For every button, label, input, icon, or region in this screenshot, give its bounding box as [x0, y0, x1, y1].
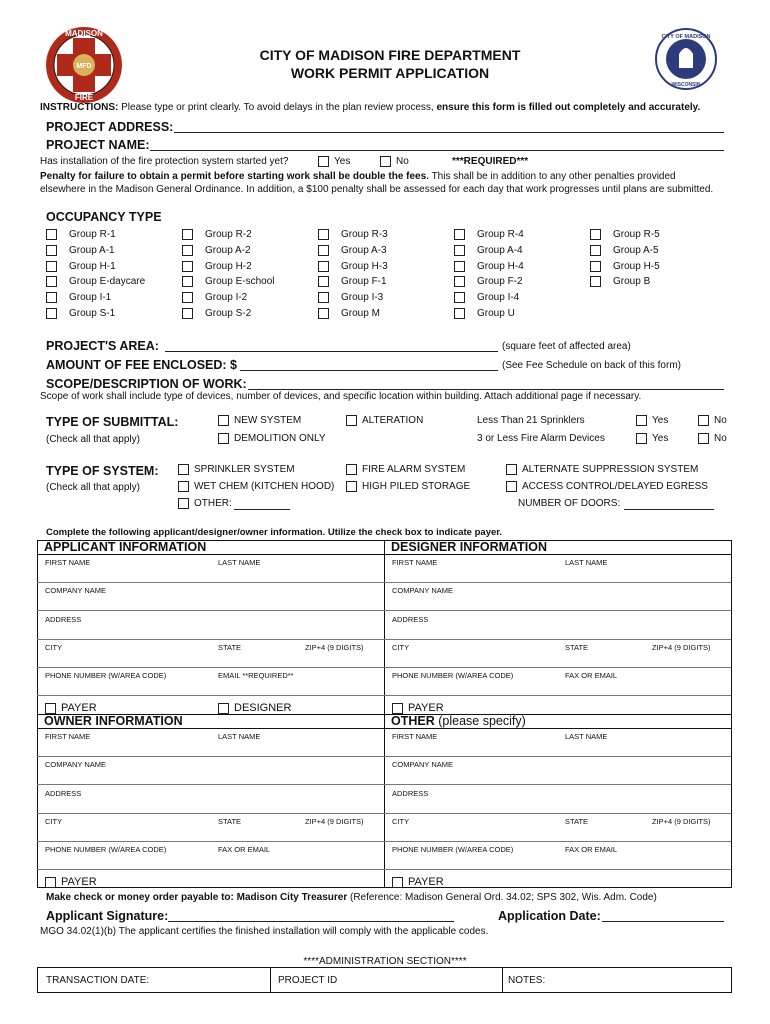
- owner-last-field[interactable]: LAST NAME: [218, 732, 261, 741]
- project-address-label: PROJECT ADDRESS:: [46, 120, 174, 134]
- occupancy-label: Group A-2: [205, 244, 251, 256]
- sprinklers-yes-option[interactable]: Yes: [636, 415, 668, 426]
- occupancy-checkbox[interactable]: [182, 292, 193, 303]
- occupancy-label: Group E-daycare: [69, 276, 146, 288]
- occupancy-label: Group E-school: [205, 276, 275, 288]
- applicant-payer-checkbox[interactable]: [45, 703, 56, 714]
- occupancy-option[interactable]: [318, 276, 387, 287]
- designer-payer-checkbox[interactable]: [392, 703, 403, 714]
- project-area-label: PROJECT'S AREA:: [46, 339, 159, 353]
- occupancy-option[interactable]: [590, 276, 650, 287]
- owner-title: OWNER INFORMATION: [44, 714, 183, 728]
- signature-label: Applicant Signature:: [46, 909, 169, 923]
- occupancy-checkbox[interactable]: [318, 229, 329, 240]
- number-of-doors-label: NUMBER OF DOORS:: [518, 498, 621, 509]
- occupancy-label: Group M: [341, 308, 380, 320]
- occupancy-label: Group I-1: [69, 292, 112, 304]
- fee-enclosed-input[interactable]: [240, 370, 498, 371]
- occupancy-checkbox[interactable]: [182, 245, 193, 256]
- other-company-field[interactable]: COMPANY NAME: [392, 760, 453, 770]
- occupancy-label: Group I-3: [341, 292, 384, 304]
- demolition-checkbox[interactable]: [218, 433, 229, 444]
- designer-row-rule: [384, 610, 731, 611]
- occupancy-option[interactable]: [182, 245, 251, 256]
- owner-company-field[interactable]: COMPANY NAME: [45, 760, 106, 770]
- instructions: INSTRUCTIONS: Please type or print clearly. To avoid delays in the plan review process, ensure this form is filled out completely and accurately.: [40, 102, 701, 113]
- scope-note: Scope of work shall include type of devices, number of devices, and specific location within building. Attach additional page if necessary.: [40, 391, 642, 402]
- other-row-rule: [384, 784, 731, 785]
- owner-contact-field[interactable]: FAX OR EMAIL: [218, 845, 271, 855]
- required-note: ***REQUIRED***: [452, 156, 529, 167]
- occupancy-checkbox[interactable]: [46, 308, 57, 319]
- other-phone-field[interactable]: PHONE NUMBER (W/AREA CODE): [392, 845, 514, 855]
- designer-address-field[interactable]: ADDRESS: [392, 614, 429, 624]
- access-control-checkbox[interactable]: [506, 481, 517, 492]
- designer-title: DESIGNER INFORMATION: [391, 540, 548, 554]
- occupancy-option[interactable]: [182, 229, 252, 240]
- occupancy-checkbox[interactable]: [46, 245, 57, 256]
- other-title: OTHER (please specify): [391, 714, 526, 728]
- occupancy-label: Group R-1: [69, 229, 116, 241]
- occupancy-checkbox[interactable]: [318, 292, 329, 303]
- started-yes-option[interactable]: Yes: [318, 156, 350, 167]
- owner-row-rule: [37, 841, 384, 842]
- system-title: TYPE OF SYSTEM:: [46, 464, 159, 478]
- applicant-phone-field[interactable]: PHONE NUMBER (W/AREA CODE): [45, 671, 167, 681]
- occupancy-option[interactable]: [182, 276, 274, 287]
- occupancy-checkbox[interactable]: [454, 229, 465, 240]
- other-state-field[interactable]: STATE: [565, 816, 589, 826]
- occupancy-option[interactable]: [46, 292, 111, 303]
- applicant-title: APPLICANT INFORMATION: [44, 540, 207, 554]
- occupancy-option[interactable]: [318, 229, 388, 240]
- applicant-designer-option[interactable]: DESIGNER: [218, 702, 291, 714]
- occupancy-label: Group H-1: [69, 260, 116, 272]
- occupancy-label: Group I-2: [205, 292, 248, 304]
- designer-city-field[interactable]: CITY: [392, 642, 410, 652]
- fee-note: (See Fee Schedule on back of this form): [502, 360, 681, 371]
- submittal-title: TYPE OF SUBMITTAL:: [46, 415, 179, 429]
- occupancy-type-title: OCCUPANCY TYPE: [46, 210, 162, 224]
- occupancy-option[interactable]: [318, 308, 380, 319]
- alarm-no-option[interactable]: No: [698, 433, 727, 444]
- application-date-label: Application Date:: [498, 909, 601, 923]
- city-seal: [655, 28, 717, 90]
- other-row-rule: [384, 869, 731, 870]
- admin-divider-2: [502, 967, 503, 993]
- sprinklers-no-option[interactable]: No: [698, 415, 727, 426]
- occupancy-label: Group R-3: [341, 229, 388, 241]
- occupancy-option[interactable]: [46, 308, 115, 319]
- occupancy-checkbox[interactable]: [454, 261, 465, 272]
- occupancy-checkbox[interactable]: [590, 261, 601, 272]
- occupancy-option[interactable]: [590, 245, 659, 256]
- started-yes-checkbox[interactable]: [318, 156, 329, 167]
- occupancy-option[interactable]: [182, 261, 252, 272]
- wet-chem-checkbox[interactable]: [178, 481, 189, 492]
- fee-enclosed-label: AMOUNT OF FEE ENCLOSED: $: [46, 358, 237, 372]
- occupancy-checkbox[interactable]: [182, 276, 193, 287]
- designer-title-rule: [384, 554, 731, 555]
- applicant-row-rule: [37, 610, 384, 611]
- submittal-check-note: (Check all that apply): [46, 434, 140, 445]
- occupancy-checkbox[interactable]: [46, 261, 57, 272]
- transaction-date-field[interactable]: TRANSACTION DATE:: [46, 975, 150, 986]
- occupancy-label: Group A-4: [477, 244, 523, 256]
- occupancy-checkbox[interactable]: [454, 292, 465, 303]
- demolition-option[interactable]: DEMOLITION ONLY: [218, 433, 326, 444]
- owner-city-field[interactable]: CITY: [45, 816, 63, 826]
- owner-state-field[interactable]: STATE: [218, 816, 242, 826]
- occupancy-label: Group S-1: [69, 308, 116, 320]
- designer-phone-field[interactable]: PHONE NUMBER (W/AREA CODE): [392, 671, 514, 681]
- designer-row-rule: [384, 667, 731, 668]
- other-row-rule: [384, 813, 731, 814]
- occupancy-option[interactable]: [454, 229, 524, 240]
- scope-input[interactable]: [248, 389, 724, 390]
- designer-state-field[interactable]: STATE: [565, 642, 589, 652]
- applicant-title-rule: [37, 554, 384, 555]
- occupancy-label: Group S-2: [205, 308, 252, 320]
- occupancy-checkbox[interactable]: [46, 292, 57, 303]
- owner-title-rule: [37, 728, 384, 729]
- applicant-first-field[interactable]: FIRST NAME: [45, 558, 91, 567]
- occupancy-label: Group F-1: [341, 276, 387, 288]
- owner-payer-checkbox[interactable]: [45, 877, 56, 888]
- occupancy-label: Group R-5: [613, 229, 660, 241]
- occupancy-label: Group U: [477, 308, 515, 320]
- other-system-input[interactable]: [234, 509, 290, 510]
- alarm-yes-option[interactable]: Yes: [636, 433, 668, 444]
- applicant-designer-checkbox[interactable]: [218, 703, 229, 714]
- other-last-field[interactable]: LAST NAME: [565, 732, 608, 741]
- occupancy-checkbox[interactable]: [182, 308, 193, 319]
- signature-input[interactable]: [168, 921, 454, 922]
- other-city-field[interactable]: CITY: [392, 816, 410, 826]
- access-control-option[interactable]: ACCESS CONTROL/DELAYED EGRESS: [506, 481, 708, 492]
- occupancy-option[interactable]: [454, 276, 523, 287]
- applicant-row-rule: [37, 639, 384, 640]
- occupancy-label: Group H-5: [613, 260, 660, 272]
- occupancy-option[interactable]: [46, 229, 116, 240]
- designer-row-rule: [384, 639, 731, 640]
- penalty-notice: Penalty for failure to obtain a permit before starting work shall be double the fees. This shall be in addition to any other penalties provided elsewhere in the Madison General Ordinance. In addition, a $100 penalty shall be assessed for each day that work progresses until plans are submitted.: [40, 171, 714, 195]
- owner-row-rule: [37, 869, 384, 870]
- occupancy-option[interactable]: [454, 292, 519, 303]
- designer-contact-field[interactable]: FAX OR EMAIL: [565, 671, 618, 681]
- occupancy-label: Group B: [613, 276, 651, 288]
- occupancy-option[interactable]: [182, 308, 251, 319]
- other-title-rule: [384, 728, 731, 729]
- new-system-checkbox[interactable]: [218, 415, 229, 426]
- occupancy-option[interactable]: [454, 245, 523, 256]
- page-title: [200, 46, 580, 82]
- occupancy-checkbox[interactable]: [318, 261, 329, 272]
- svg-text:MADISON: MADISON: [65, 29, 103, 38]
- title-line-2: WORK PERMIT APPLICATION: [290, 65, 490, 81]
- occupancy-label: Group A-1: [69, 244, 115, 256]
- occupancy-option[interactable]: [318, 292, 383, 303]
- alarm-no-checkbox[interactable]: [698, 433, 709, 444]
- sprinkler-system-checkbox[interactable]: [178, 464, 189, 475]
- other-system-option[interactable]: OTHER:: [178, 498, 232, 509]
- mgo-certification: MGO 34.02(1)(b) The applicant certifies the finished installation will comply with the applicable codes.: [40, 926, 489, 937]
- other-row-rule: [384, 756, 731, 757]
- notes-field[interactable]: NOTES:: [508, 975, 546, 986]
- number-of-doors-input[interactable]: [624, 509, 714, 510]
- occupancy-label: Group A-5: [613, 244, 659, 256]
- occupancy-label: Group F-2: [477, 276, 523, 288]
- occupancy-option[interactable]: [318, 261, 388, 272]
- project-name-input[interactable]: [150, 150, 724, 151]
- new-system-option[interactable]: NEW SYSTEM: [218, 415, 301, 426]
- occupancy-checkbox[interactable]: [182, 229, 193, 240]
- high-piled-checkbox[interactable]: [346, 481, 357, 492]
- applicant-payer-option[interactable]: PAYER: [45, 702, 97, 714]
- occupancy-option[interactable]: [590, 229, 660, 240]
- started-no-option[interactable]: No: [380, 156, 409, 167]
- owner-row-rule: [37, 756, 384, 757]
- occupancy-label: Group R-2: [205, 229, 252, 241]
- svg-text:FIRE: FIRE: [74, 93, 94, 102]
- occupancy-option[interactable]: [454, 308, 515, 319]
- sprinklers-question: Less Than 21 Sprinklers: [477, 415, 585, 426]
- applicant-zip-field[interactable]: ZIP+4 (9 DIGITS): [305, 642, 364, 652]
- sprinkler-system-option[interactable]: SPRINKLER SYSTEM: [178, 464, 295, 475]
- occupancy-label: Group H-3: [341, 260, 388, 272]
- owner-payer-option[interactable]: PAYER: [45, 876, 97, 888]
- designer-zip-field[interactable]: ZIP+4 (9 DIGITS): [652, 642, 711, 652]
- applicant-state-field[interactable]: STATE: [218, 642, 242, 652]
- occupancy-label: Group A-3: [341, 244, 387, 256]
- occupancy-checkbox[interactable]: [590, 276, 601, 287]
- high-piled-option[interactable]: HIGH PILED STORAGE: [346, 481, 470, 492]
- svg-text:MFD: MFD: [76, 63, 92, 70]
- wet-chem-option[interactable]: WET CHEM (KITCHEN HOOD): [178, 481, 334, 492]
- applicant-contact-field[interactable]: EMAIL **REQUIRED**: [218, 671, 294, 681]
- applicant-city-field[interactable]: CITY: [45, 642, 63, 652]
- svg-text:CITY OF MADISON: CITY OF MADISON: [661, 34, 711, 40]
- alarm-devices-question: 3 or Less Fire Alarm Devices: [477, 433, 605, 444]
- other-payer-checkbox[interactable]: [392, 877, 403, 888]
- occupancy-checkbox[interactable]: [46, 276, 57, 287]
- admin-divider-1: [270, 967, 271, 993]
- alternate-suppression-option[interactable]: ALTERNATE SUPPRESSION SYSTEM: [506, 464, 698, 475]
- other-first-field[interactable]: FIRST NAME: [392, 732, 438, 741]
- designer-row-rule: [384, 695, 731, 696]
- occupancy-label: Group H-4: [477, 260, 524, 272]
- project-id-field[interactable]: PROJECT ID: [278, 975, 338, 986]
- occupancy-checkbox[interactable]: [318, 276, 329, 287]
- application-date-input[interactable]: [602, 921, 724, 922]
- occupancy-label: Group I-4: [477, 292, 520, 304]
- designer-row-rule: [384, 582, 731, 583]
- occupancy-option[interactable]: [318, 245, 387, 256]
- admin-section-title: ****ADMINISTRATION SECTION****: [303, 956, 467, 967]
- owner-address-field[interactable]: ADDRESS: [45, 788, 82, 798]
- occupancy-checkbox[interactable]: [590, 245, 601, 256]
- system-check-note: (Check all that apply): [46, 482, 140, 493]
- started-no-checkbox[interactable]: [380, 156, 391, 167]
- sprinklers-yes-checkbox[interactable]: [636, 415, 647, 426]
- project-address-input[interactable]: [174, 132, 724, 133]
- occupancy-option[interactable]: [590, 261, 660, 272]
- scope-label: SCOPE/DESCRIPTION OF WORK:: [46, 377, 247, 391]
- owner-row-rule: [37, 813, 384, 814]
- project-name-label: PROJECT NAME:: [46, 138, 150, 152]
- occupancy-checkbox[interactable]: [318, 245, 329, 256]
- payable-note: Make check or money order payable to: Madison City Treasurer (Reference: Madison General Ord. 34.02; SPS 302, Wis. Adm. Code): [46, 892, 657, 903]
- alarm-yes-checkbox[interactable]: [636, 433, 647, 444]
- project-area-input[interactable]: [165, 351, 498, 352]
- applicant-address-field[interactable]: ADDRESS: [45, 614, 82, 624]
- owner-row-rule: [37, 784, 384, 785]
- occupancy-option[interactable]: [46, 276, 145, 287]
- alternate-suppression-checkbox[interactable]: [506, 464, 517, 475]
- alteration-checkbox[interactable]: [346, 415, 357, 426]
- designer-payer-option[interactable]: PAYER: [392, 702, 444, 714]
- occupancy-checkbox[interactable]: [318, 308, 329, 319]
- owner-phone-field[interactable]: PHONE NUMBER (W/AREA CODE): [45, 845, 167, 855]
- applicant-company-field[interactable]: COMPANY NAME: [45, 586, 106, 596]
- designer-company-field[interactable]: COMPANY NAME: [392, 586, 453, 596]
- applicant-row-rule: [37, 667, 384, 668]
- occupancy-option[interactable]: [46, 261, 116, 272]
- designer-last-field[interactable]: LAST NAME: [565, 558, 608, 567]
- sprinklers-no-checkbox[interactable]: [698, 415, 709, 426]
- designer-first-field[interactable]: FIRST NAME: [392, 558, 438, 567]
- alteration-option[interactable]: ALTERATION: [346, 415, 423, 426]
- madison-fire-logo: [42, 24, 126, 106]
- svg-text:WISCONSIN: WISCONSIN: [671, 82, 701, 88]
- occupancy-option[interactable]: [454, 261, 524, 272]
- applicant-last-field[interactable]: LAST NAME: [218, 558, 261, 567]
- other-row-rule: [384, 841, 731, 842]
- occupancy-option[interactable]: [46, 245, 115, 256]
- other-contact-field[interactable]: FAX OR EMAIL: [565, 845, 618, 855]
- occupancy-label: Group R-4: [477, 229, 524, 241]
- title-line-1: CITY OF MADISON FIRE DEPARTMENT: [259, 47, 521, 63]
- other-zip-field[interactable]: ZIP+4 (9 DIGITS): [652, 816, 711, 826]
- owner-zip-field[interactable]: ZIP+4 (9 DIGITS): [305, 816, 364, 826]
- occupancy-option[interactable]: [182, 292, 247, 303]
- occupancy-checkbox[interactable]: [454, 276, 465, 287]
- fire-alarm-checkbox[interactable]: [346, 464, 357, 475]
- other-system-checkbox[interactable]: [178, 498, 189, 509]
- occupancy-checkbox[interactable]: [454, 308, 465, 319]
- occupancy-checkbox[interactable]: [46, 229, 57, 240]
- applicant-row-rule: [37, 582, 384, 583]
- occupancy-checkbox[interactable]: [454, 245, 465, 256]
- other-payer-option[interactable]: PAYER: [392, 876, 444, 888]
- owner-first-field[interactable]: FIRST NAME: [45, 732, 91, 741]
- other-address-field[interactable]: ADDRESS: [392, 788, 429, 798]
- fire-alarm-option[interactable]: FIRE ALARM SYSTEM: [346, 464, 465, 475]
- applicant-row-rule: [37, 695, 384, 696]
- project-area-note: (square feet of affected area): [502, 341, 631, 352]
- occupancy-checkbox[interactable]: [590, 229, 601, 240]
- occupancy-checkbox[interactable]: [182, 261, 193, 272]
- installation-started-question: Has installation of the fire protection system started yet?: [40, 156, 289, 167]
- applicant-note: Complete the following applicant/designer/owner information. Utilize the check box to indicate payer.: [46, 527, 503, 538]
- occupancy-label: Group H-2: [205, 260, 252, 272]
